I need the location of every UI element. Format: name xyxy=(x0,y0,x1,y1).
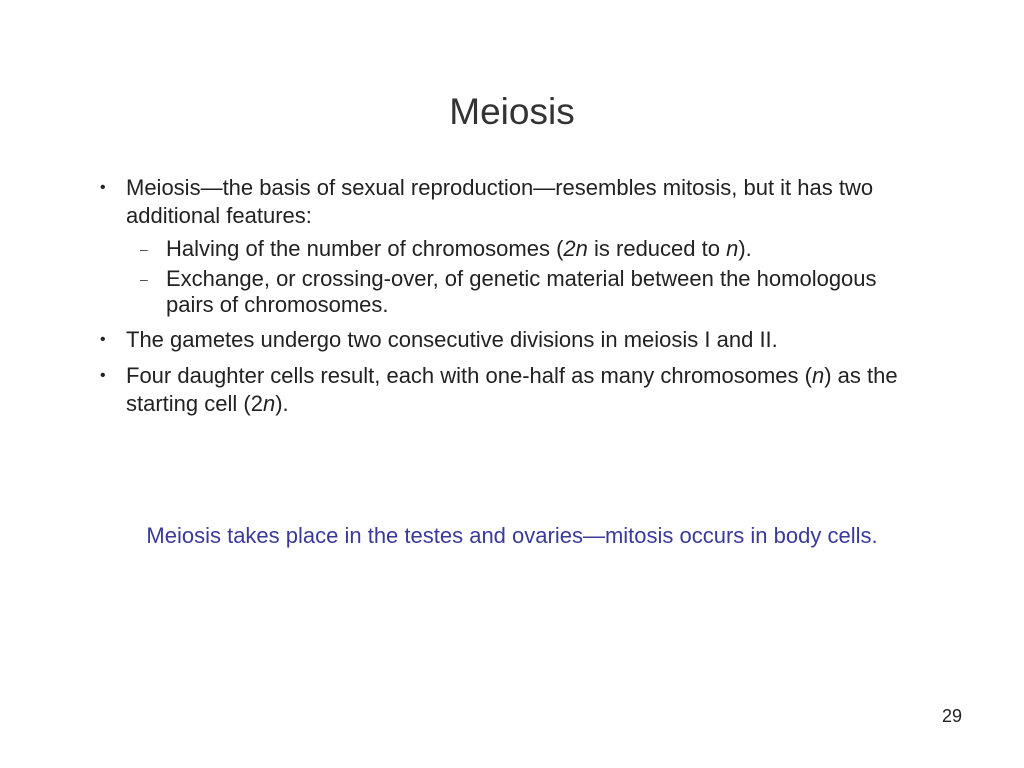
page-number: 29 xyxy=(941,706,962,726)
bullet-icon: • xyxy=(100,367,106,384)
bullet-icon: • xyxy=(100,179,106,196)
bullet-item xyxy=(98,326,928,354)
sub-bullet-item xyxy=(140,236,928,262)
bullet-item xyxy=(98,362,928,418)
bullet-icon: • xyxy=(100,331,106,348)
sub-bullet-item xyxy=(140,266,928,318)
sub-bullet-text: Exchange, or crossing-over, of genetic material between the homologous pairs of chromosomes. xyxy=(166,266,877,317)
sub-bullet-text-part: is reduced to xyxy=(587,236,727,261)
slide-title: Meiosis xyxy=(449,91,575,132)
bullet-text-part: Four daughter cells result, each with one-half as many chromosomes ( xyxy=(126,363,812,388)
bullet-text: The gametes undergo two consecutive divisions in meiosis I and II. xyxy=(126,327,778,352)
bullet-italic: n xyxy=(811,363,825,388)
sub-bullet-text-part: Halving of the number of chromosomes ( xyxy=(166,236,564,261)
bullet-item xyxy=(98,174,928,318)
bullet-text-part: ). xyxy=(275,391,289,416)
dash-icon: – xyxy=(140,271,148,287)
sub-bullet-italic: n xyxy=(726,236,739,261)
callout-text: Meiosis takes place in the testes and ovaries—mitosis occurs in body cells. xyxy=(146,523,878,548)
dash-icon: – xyxy=(140,241,148,257)
bullet-text-part: ) as the starting cell (2 xyxy=(126,363,898,416)
bullet-list xyxy=(98,174,928,426)
sub-bullet-text-part: ). xyxy=(738,236,752,261)
sub-bullet-italic: 2n xyxy=(563,236,588,261)
bullet-text: Meiosis—the basis of sexual reproduction—resembles mitosis, but it has two additional features: xyxy=(126,175,874,228)
sub-bullet-list xyxy=(126,236,928,318)
bullet-italic: n xyxy=(262,391,276,416)
